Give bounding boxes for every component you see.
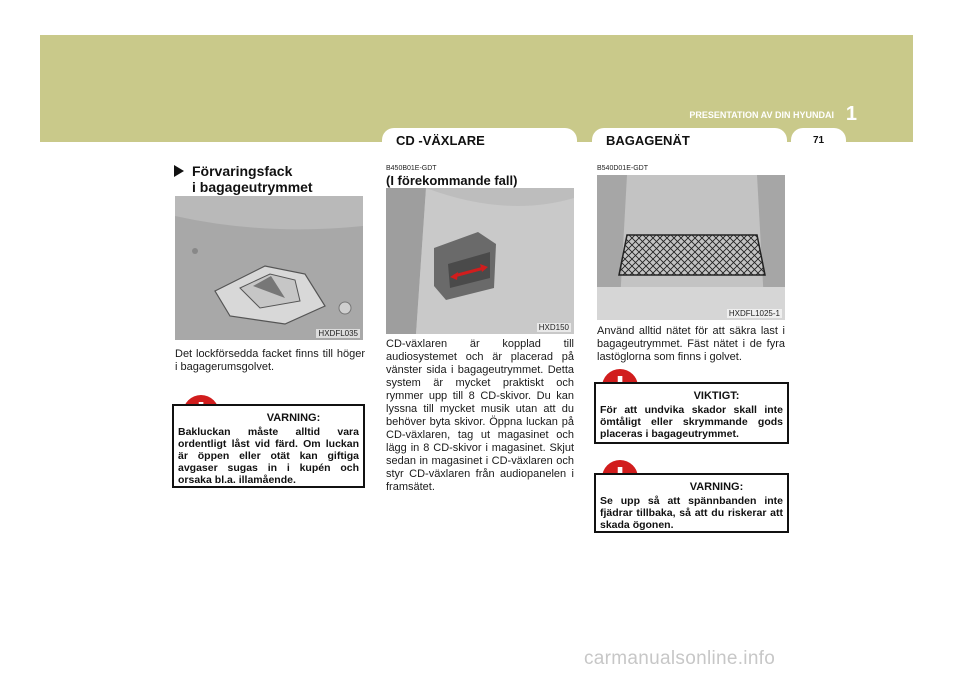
net-warning-title: VARNING: bbox=[689, 481, 744, 493]
cd-photo-code: HXD150 bbox=[538, 323, 569, 332]
chapter-number: 1 bbox=[845, 103, 857, 125]
header-band bbox=[40, 35, 913, 142]
luggage-net-photo bbox=[597, 175, 785, 320]
storage-heading-line1: Förvaringsfack bbox=[192, 163, 293, 179]
page-number: 71 bbox=[791, 128, 846, 152]
cd-changer-illustration bbox=[386, 188, 574, 334]
chapter-label: PRESENTATION AV DIN HYUNDAI bbox=[689, 110, 834, 120]
net-warning-text: Se upp så att spännbanden inte fjädrar tillbaka, så att du riskerar att skada ögonen. bbox=[600, 495, 783, 531]
trunk-warning-text: Bakluckan måste alltid vara ordentligt låst vid färd. Om luckan är öppen eller otät kan giftiga avgaser sugas in i kupén och orsaka bl.a. illamående. bbox=[178, 426, 359, 486]
net-section-code: B540D01E-GDT bbox=[597, 165, 648, 172]
tab-cd-changer: CD -VÄXLARE bbox=[382, 128, 577, 152]
storage-heading bbox=[174, 163, 313, 195]
net-photo-code: HXDFL1025-1 bbox=[728, 309, 780, 318]
cd-section-code: B450B01E-GDT bbox=[386, 165, 437, 172]
important-box bbox=[594, 382, 789, 444]
net-warning-box bbox=[594, 473, 789, 533]
arrow-right-icon bbox=[174, 165, 184, 177]
storage-photo-code: HXDFL035 bbox=[318, 329, 358, 338]
watermark: carmanualsonline.info bbox=[584, 648, 776, 669]
cd-subheading: (I förekommande fall) bbox=[386, 173, 518, 188]
cd-description: CD-växlaren är kopplad till audiosystemet och är placerad på vänster sida i bagageutrymmet. Detta system är mycket praktiskt och rymmer upp till 8 CD-skivor. Du kan lyssna till mycket musik utan att du behöver byta skivor. Öppna luckan på CD-växlaren, tag ut magasinet och lägg in 8 CD-skivor i magasinet. Skjut sedan in magasinet i CD-växlaren och styr CD-växlaren från audiopanelen i framsätet. bbox=[386, 338, 574, 493]
trunk-warning-box bbox=[172, 404, 365, 488]
important-text: För att undvika skador skall inte ömtåligt eller skrymmande gods placeras i bagageutrymmet. bbox=[600, 404, 783, 440]
storage-photo bbox=[175, 196, 363, 340]
storage-compartment-illustration bbox=[175, 196, 363, 340]
important-title: VIKTIGT: bbox=[693, 390, 740, 402]
trunk-warning-title: VARNING: bbox=[266, 412, 321, 424]
net-description: Använd alltid nätet för att säkra last i bagageutrymmet. Fäst nätet i de fyra lastöglorna som finns i golvet. bbox=[597, 325, 785, 363]
tab-luggage-net: BAGAGENÄT bbox=[592, 128, 787, 152]
storage-description: Det lockförsedda facket finns till höger i bagagerumsgolvet. bbox=[175, 348, 365, 373]
cd-changer-photo bbox=[386, 188, 574, 334]
storage-heading-line2: i bagageutrymmet bbox=[192, 179, 313, 195]
luggage-net-illustration bbox=[597, 175, 785, 320]
